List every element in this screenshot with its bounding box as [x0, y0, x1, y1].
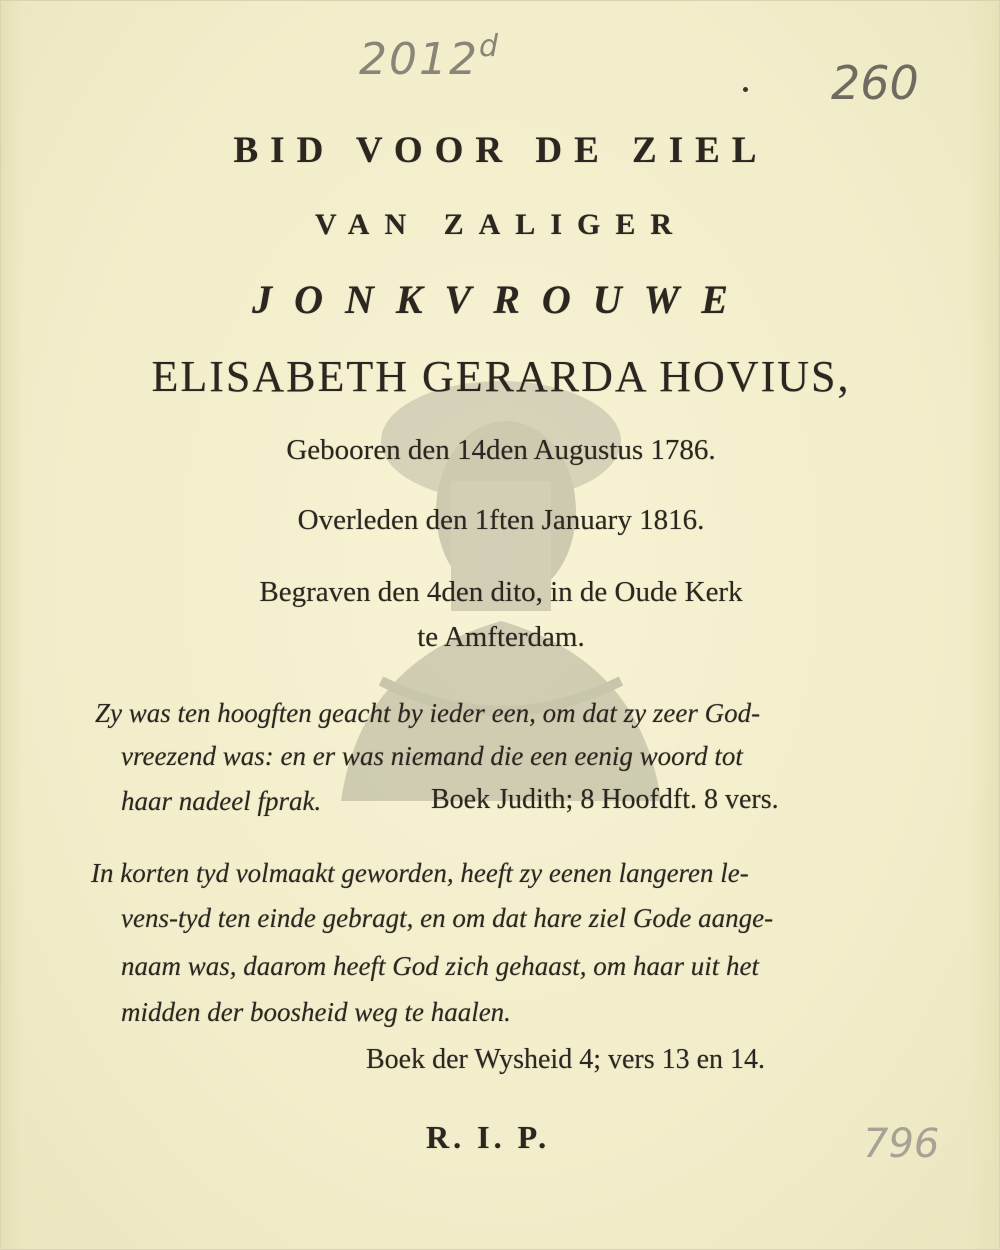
heading-line-1: BID VOOR DE ZIEL: [233, 130, 769, 171]
burial-line-2: te Amfterdam.: [417, 621, 585, 653]
pencil-number-top-right: 260: [831, 56, 919, 110]
heading-title: JONKVROUWE: [252, 277, 750, 322]
quote2-line-3: naam was, daarom heeft God zich gehaast, om haar uit het: [121, 951, 759, 981]
quote1-line-2: vreezend was: en er was niemand die een eenig woord tot: [121, 741, 743, 771]
birth-date: Gebooren den 14den Augustus 1786.: [286, 434, 716, 466]
pencil-number-bottom-right: 796: [863, 1121, 940, 1167]
heading-line-2: VAN ZALIGER: [315, 208, 687, 241]
quote1-line-1: Zy was ten hoogften geacht by ieder een, om dat zy zeer God-: [95, 698, 761, 728]
closing-rip: R. I. P.: [426, 1119, 551, 1155]
ink-dot: [743, 87, 748, 92]
quote2-line-1: In korten tyd volmaakt geworden, heeft zy eenen langeren le-: [91, 858, 749, 888]
quote2-reference: Boek der Wysheid 4; vers 13 en 14.: [366, 1044, 766, 1075]
burial-line-1: Begraven den 4den dito, in de Oude Kerk: [259, 576, 743, 608]
quote2-line-2: vens-tyd ten einde gebragt, en om dat hare ziel Gode aange-: [121, 903, 774, 933]
quote1-reference: Boek Judith; 8 Hoofdft. 8 vers.: [431, 784, 779, 815]
quote2-line-4: midden der boosheid weg te haalen.: [121, 997, 511, 1027]
quote1-line-3: haar nadeel fprak.: [121, 786, 322, 816]
pencil-number-top: 2012$^d$: [359, 29, 501, 85]
deceased-name: ELISABETH GERARDA HOVIUS,: [151, 352, 851, 401]
death-date: Overleden den 1ften January 1816.: [297, 504, 705, 536]
